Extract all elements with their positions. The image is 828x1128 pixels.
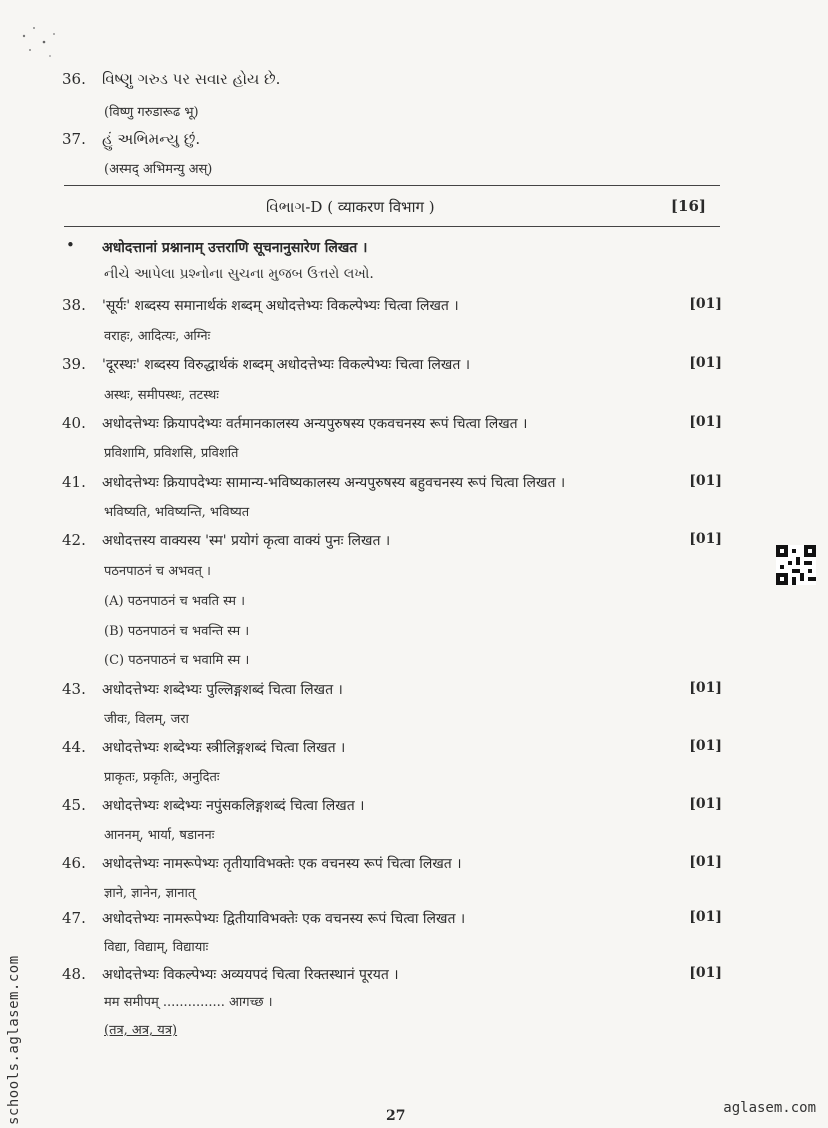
q36-number: 36. (62, 70, 86, 88)
qr-code-icon (776, 545, 816, 585)
question-marks: [01] (689, 680, 722, 696)
question-number: 47. (62, 909, 86, 927)
question-number: 40. (62, 414, 86, 432)
question-answer-options: आननम्, भार्या, षडाननः (104, 828, 215, 843)
question-number: 43. (62, 680, 86, 698)
question-marks: [01] (689, 854, 722, 870)
question-marks: [01] (689, 738, 722, 754)
question-fill-blank: मम समीपम् ............... आगच्छ । (104, 995, 273, 1010)
question-number: 41. (62, 473, 86, 491)
question-marks: [01] (689, 965, 722, 981)
question-answer-options: प्रविशामि, प्रविशसि, प्रविशति (104, 446, 239, 461)
question-answer-options: जीवः, विलम्, जरा (104, 712, 189, 727)
question-answer-options: भविष्यति, भविष्यन्ति, भविष्यत (104, 505, 250, 520)
question-marks: [01] (689, 531, 722, 547)
q36-text: વિષ્ણુ ગરુડ પર સવાર હોય છે. (102, 70, 281, 88)
question-number: 45. (62, 796, 86, 814)
q42-option-a: (A) पठनपाठनं च भवति स्म । (104, 594, 246, 609)
question-marks: [01] (689, 414, 722, 430)
q42-option-b: (B) पठनपाठनं च भवन्ति स्म । (104, 624, 250, 639)
question-number: 46. (62, 854, 86, 872)
question-marks: [01] (689, 473, 722, 489)
q36-hint: (विष्णु गरुडारूढ भू) (104, 105, 199, 120)
question-text: अधोदत्तेभ्यः शब्देभ्यः पुल्लिङ्गशब्दं चित्वा लिखत । (102, 682, 343, 698)
question-answer-options: अस्थः, समीपस्थः, तटस्थः (104, 388, 219, 403)
question-answer-options: ज्ञाने, ज्ञानेन, ज्ञानात् (104, 886, 196, 901)
side-watermark: schools.aglasem.com (6, 955, 22, 1125)
question-marks: [01] (689, 355, 722, 371)
question-text: 'सूर्यः' शब्दस्य समानार्थकं शब्दम् अधोदत्तेभ्यः विकल्पेभ्यः चित्वा लिखत । (102, 298, 459, 314)
question-text: अधोदत्तेभ्यः क्रियापदेभ्यः वर्तमानकालस्य अन्यपुरुषस्य एकवचनस्य रूपं चित्वा लिखत । (102, 416, 528, 432)
q37-text: હું અભિમન્યુ છું. (102, 130, 201, 148)
instruction-bullet: • (66, 236, 75, 254)
question-text: अधोदत्तस्य वाक्यस्य 'स्म' प्रयोगं कृत्वा वाक्यं पुनः लिखत । (102, 533, 391, 549)
question-number: 38. (62, 296, 86, 314)
question-answer-options: विद्या, विद्याम्, विद्यायाः (104, 940, 209, 955)
instruction-gujarati: નીચે આપેલા પ્રશ્નોના સુચના મુજબ ઉત્તરો લખો. (104, 266, 374, 282)
question-text: अधोदत्तेभ्यः नामरूपेभ्यः द्वितीयाविभक्तेः एक वचनस्य रूपं चित्वा लिखत । (102, 911, 466, 927)
section-rule-bottom (64, 226, 720, 227)
question-text: अधोदत्तेभ्यः शब्देभ्यः नपुंसकलिङ्गशब्दं चित्वा लिखत । (102, 798, 365, 814)
section-title: વિભાગ-D ( व्याकरण विभाग ) (266, 198, 435, 216)
question-text: अधोदत्तेभ्यः विकल्पेभ्यः अव्ययपदं चित्वा रिक्तस्थानं पूरयत । (102, 967, 399, 983)
question-text: अधोदत्तेभ्यः शब्देभ्यः स्त्रीलिङ्गशब्दं चित्वा लिखत । (102, 740, 346, 756)
page-number: 27 (386, 1108, 406, 1124)
question-number: 48. (62, 965, 86, 983)
q48-hint: (तत्र, अत्र, यत्र) (104, 1023, 178, 1038)
q37-number: 37. (62, 130, 86, 148)
brand-watermark: aglasem.com (723, 1100, 816, 1116)
q42-option-c: (C) पठनपाठनं च भवामि स्म । (104, 653, 250, 668)
question-marks: [01] (689, 909, 722, 925)
scan-marks (14, 16, 64, 66)
question-answer-options: वराहः, आदित्यः, अग्निः (104, 329, 211, 344)
question-number: 39. (62, 355, 86, 373)
question-number: 44. (62, 738, 86, 756)
question-text: 'दूरस्थः' शब्दस्य विरुद्धार्थकं शब्दम् अधोदत्तेभ्यः विकल्पेभ्यः चित्वा लिखत । (102, 357, 471, 373)
question-marks: [01] (689, 296, 722, 312)
instruction-sanskrit: अधोदत्तानां प्रश्नानाम् उत्तराणि सूचनानुसारेण लिखत । (102, 240, 368, 256)
question-text: अधोदत्तेभ्यः नामरूपेभ्यः तृतीयाविभक्तेः एक वचनस्य रूपं चित्वा लिखत । (102, 856, 462, 872)
question-marks: [01] (689, 796, 722, 812)
question-sentence: पठनपाठनं च अभवत् । (104, 564, 211, 579)
q37-hint: (अस्मद् अभिमन्यु अस्) (104, 162, 213, 177)
question-number: 42. (62, 531, 86, 549)
question-answer-options: प्राकृतः, प्रकृतिः, अनुदितः (104, 770, 220, 785)
question-text: अधोदत्तेभ्यः क्रियापदेभ्यः सामान्य-भविष्यकालस्य अन्यपुरुषस्य बहुवचनस्य रूपं चित्वा लिखत । (102, 475, 566, 491)
section-rule-top (64, 185, 720, 186)
section-marks: [16] (670, 197, 706, 215)
